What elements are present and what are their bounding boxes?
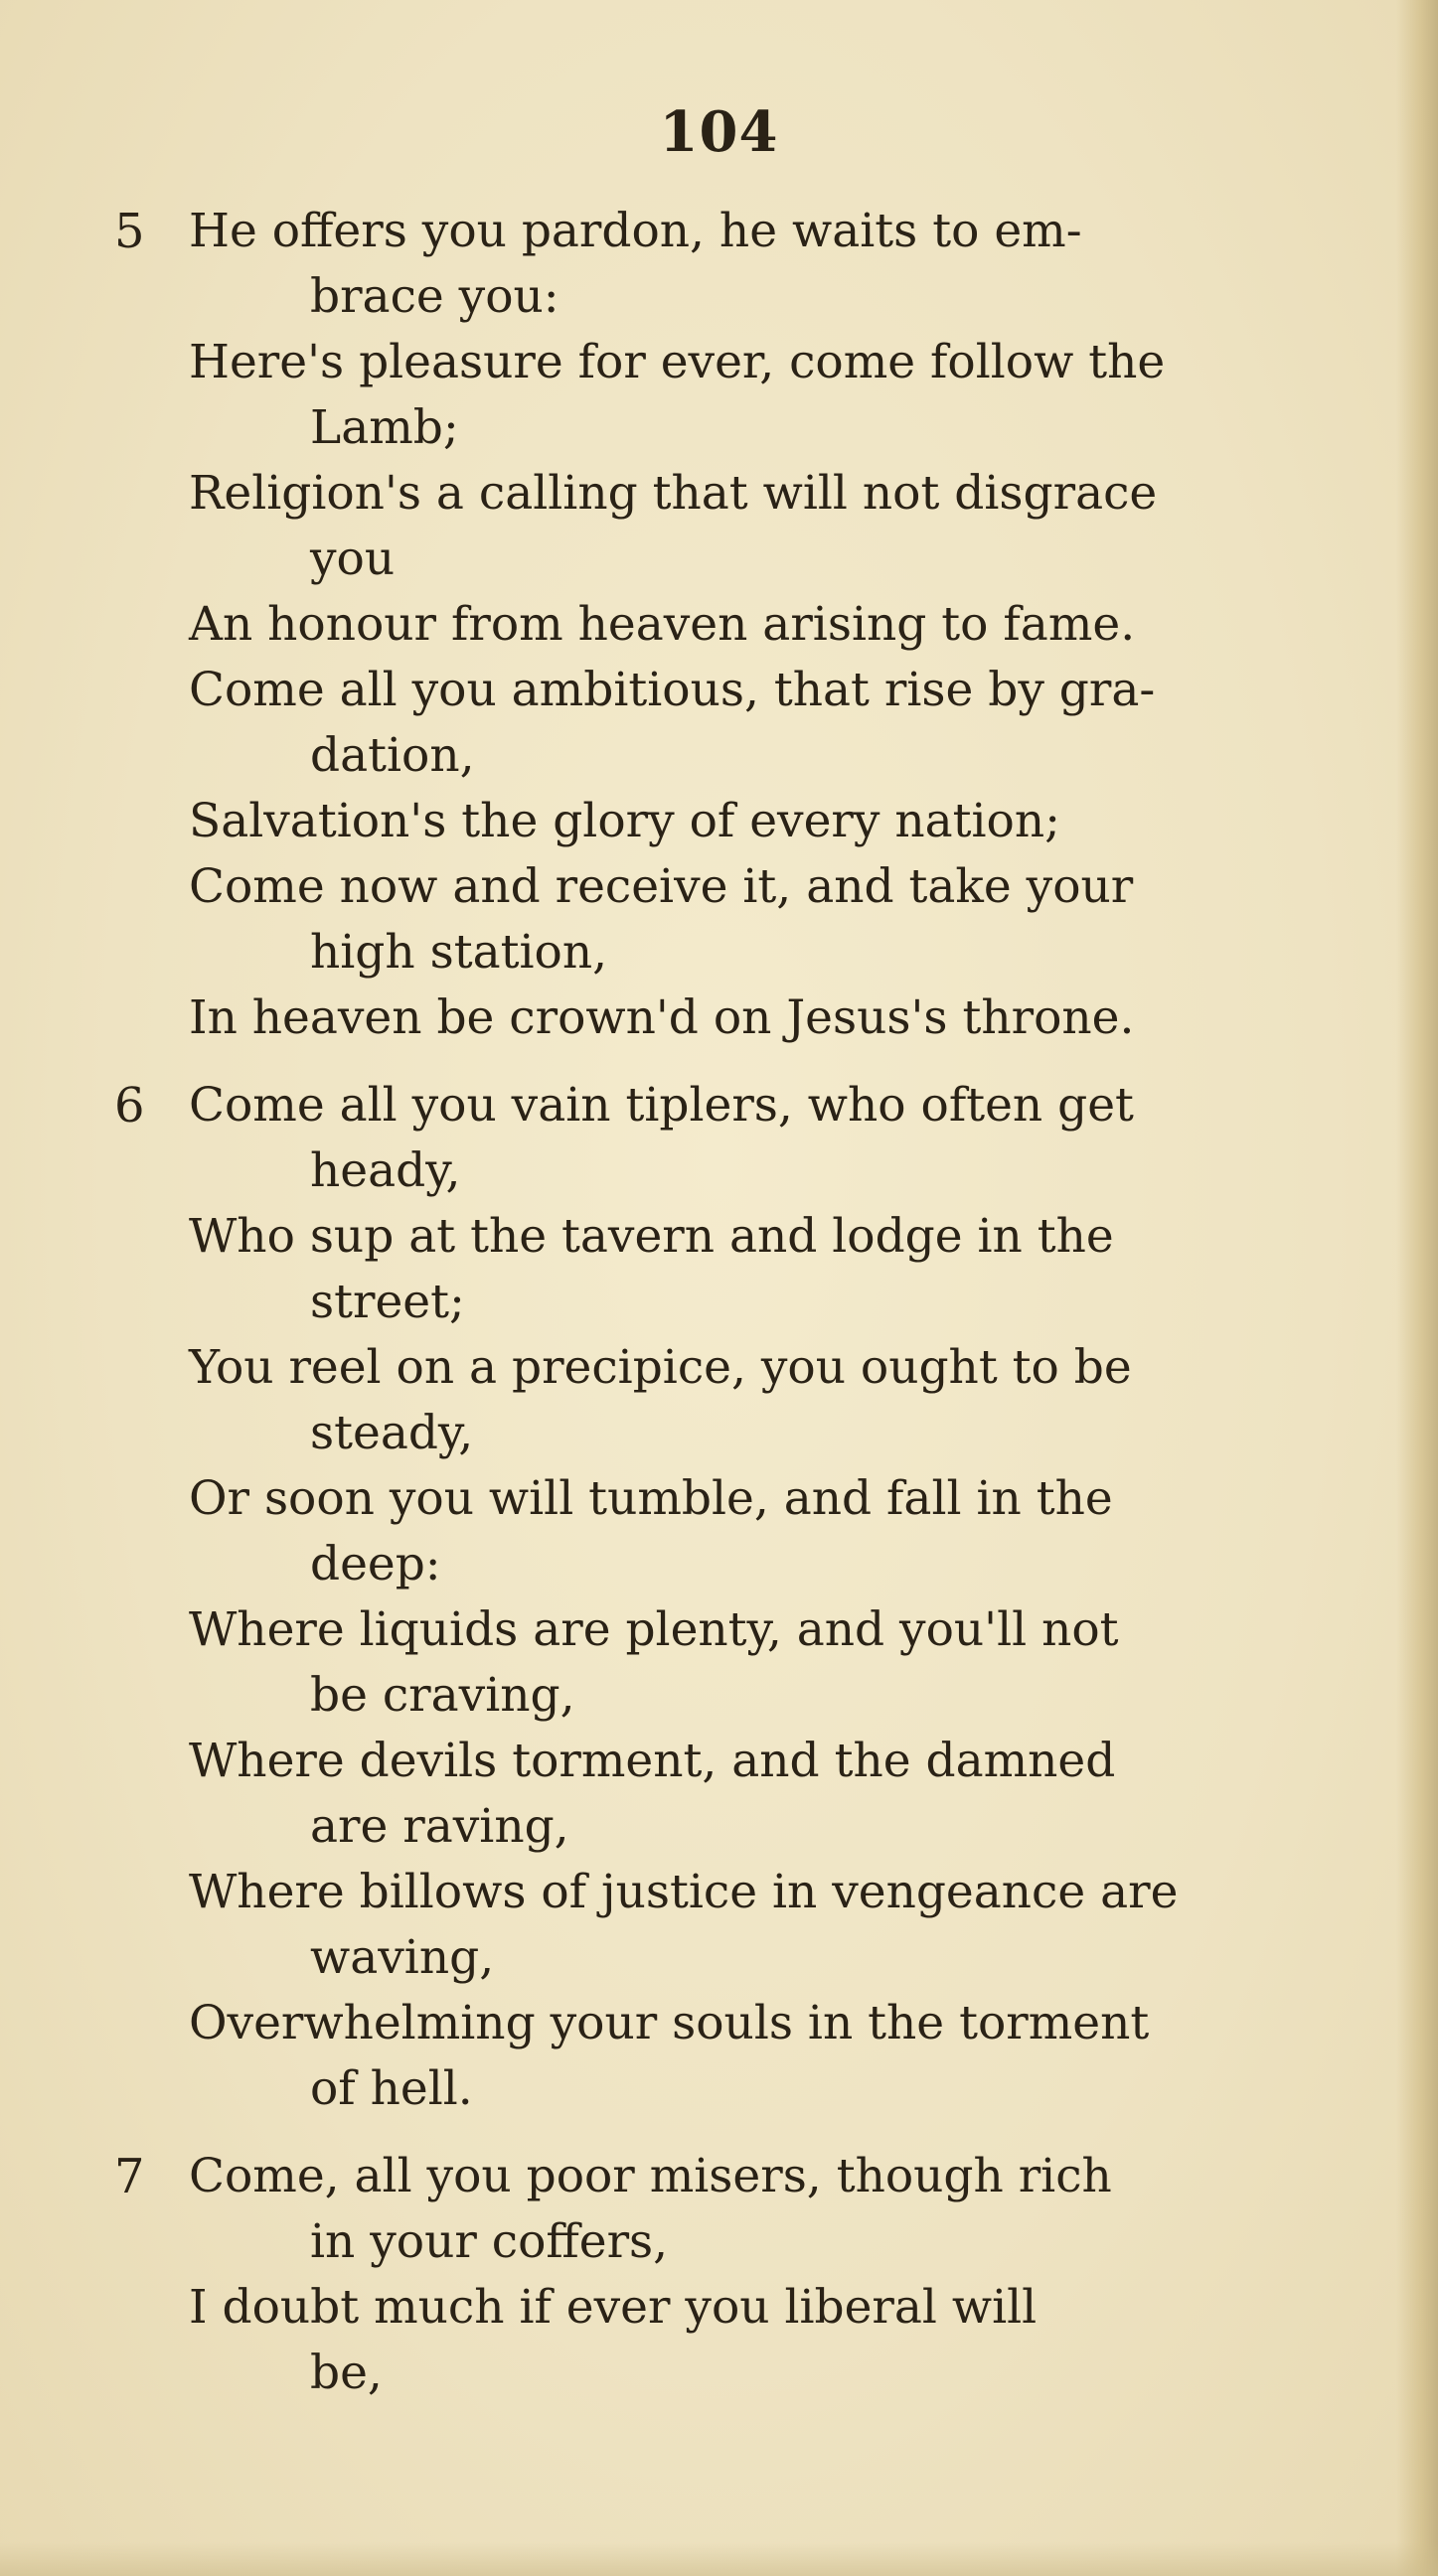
verse-line-continuation: steady, <box>310 1406 474 1460</box>
verse-line: Who sup at the tavern and lodge in the <box>189 1209 1114 1264</box>
verse-line: Come all you vain tiplers, who often get <box>189 1078 1134 1133</box>
verse-line-continuation: dation, <box>310 728 475 783</box>
verse-line-continuation: high station, <box>310 925 608 980</box>
verse-line: Overwhelming your souls in the torment <box>189 1996 1150 2050</box>
verse-line-continuation: of hell. <box>310 2061 473 2116</box>
verse-line-continuation: be, <box>310 2346 383 2400</box>
verse-line: Or soon you will tumble, and fall in the <box>189 1471 1113 1526</box>
verse-line: In heaven be crown'd on Jesus's throne. <box>189 990 1135 1045</box>
verse-line-continuation: Lamb; <box>310 400 459 455</box>
verse-line-continuation: waving, <box>310 1930 495 1985</box>
verse-line-continuation: you <box>310 531 396 586</box>
verse-line: Where liquids are plenty, and you'll not <box>189 1602 1119 1657</box>
verse-line: Where billows of justice in vengeance are <box>189 1865 1179 1919</box>
hymn-text <box>0 199 1438 2428</box>
verse-line-continuation: street; <box>310 1275 465 1329</box>
verse-number: 6 <box>114 1078 145 1134</box>
verse-line: Come now and receive it, and take your <box>189 859 1134 914</box>
verse-line-continuation: in your coffers, <box>310 2214 669 2269</box>
verse-line: Religion's a calling that will not disgrace <box>189 466 1158 521</box>
verse-line: You reel on a precipice, you ought to be <box>189 1340 1132 1395</box>
verse-line: Salvation's the glory of every nation; <box>189 794 1060 848</box>
verse-number: 7 <box>114 2149 145 2204</box>
verse-line: Where devils torment, and the damned <box>189 1734 1116 1788</box>
verse-line: Come all you ambitious, that rise by gra- <box>189 663 1156 717</box>
page-bottom-shadow <box>0 2542 1438 2576</box>
verse <box>0 199 1438 1051</box>
verse-line: An honour from heaven arising to fame. <box>189 597 1136 652</box>
verse-line-continuation: be craving, <box>310 1668 575 1723</box>
verse-line: He offers you pardon, he waits to em- <box>189 204 1082 258</box>
verse-line: Come, all you poor misers, though rich <box>189 2149 1112 2203</box>
verse-line-continuation: deep: <box>310 1537 441 1591</box>
page-number: 104 <box>659 99 779 165</box>
verse-line-continuation: brace you: <box>310 269 559 324</box>
verse <box>0 2144 1438 2406</box>
verse-number: 5 <box>114 204 145 259</box>
verse-line: I doubt much if ever you liberal will <box>189 2280 1038 2335</box>
verse <box>0 1073 1438 2122</box>
verse-line: Here's pleasure for ever, come follow the <box>189 335 1166 389</box>
verse-line-continuation: heady, <box>310 1143 461 1198</box>
verse-line-continuation: are raving, <box>310 1799 569 1854</box>
